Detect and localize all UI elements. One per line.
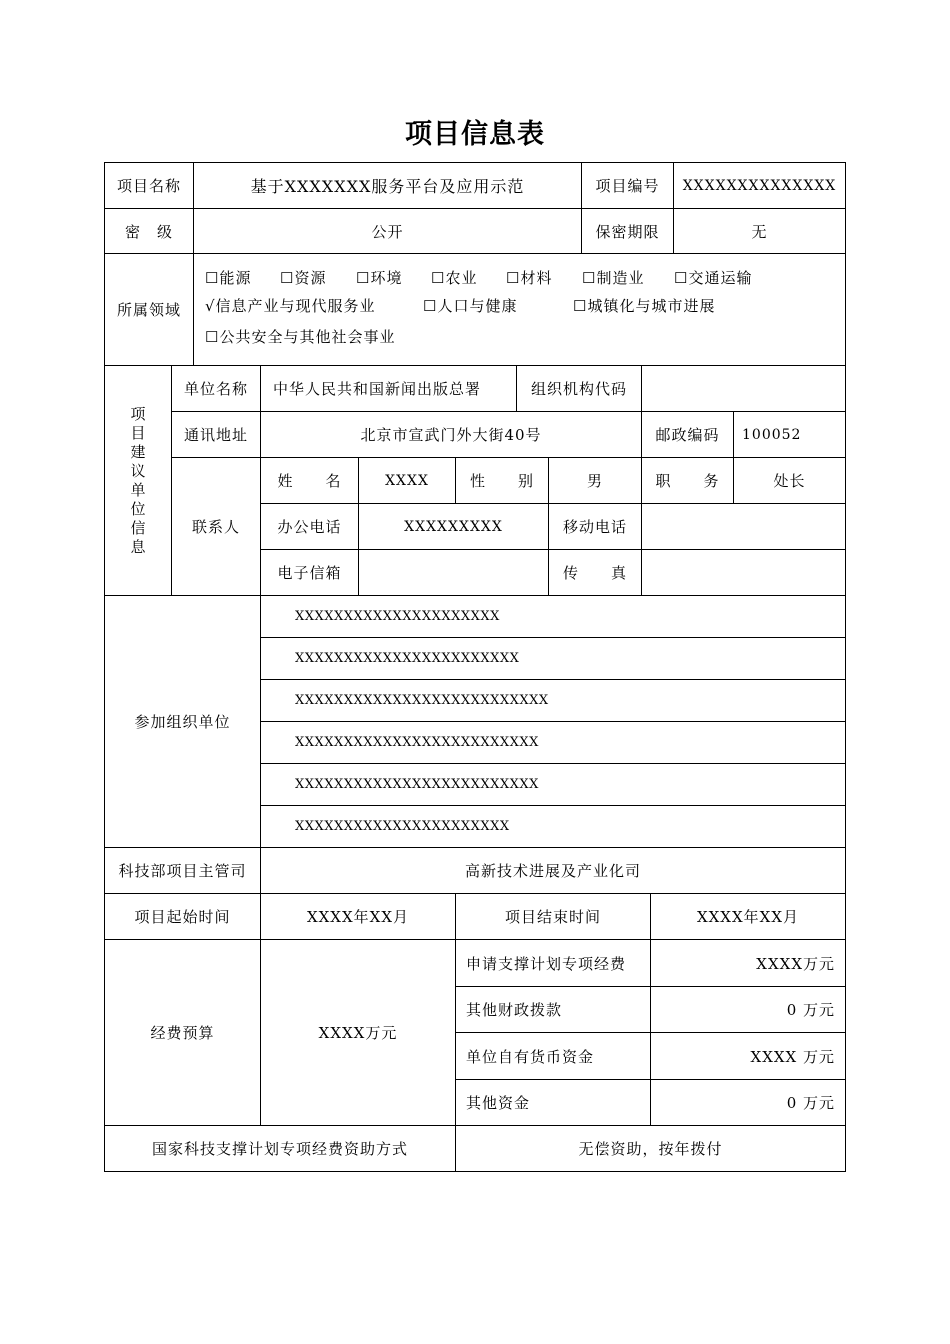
end-time-value: XXXX年XX月 — [696, 908, 800, 926]
postcode-label: 邮政编码 — [655, 426, 720, 444]
funding-method-value: 无偿资助，按年拨付 — [578, 1140, 723, 1158]
domain-option-materials[interactable]: ☐材料 — [506, 269, 553, 287]
domain-option-environment[interactable]: ☐环境 — [356, 269, 403, 287]
position-value: 处长 — [773, 472, 806, 490]
domain-option-public-safety[interactable]: ☐公共安全与其他社会事业 — [205, 328, 396, 346]
domain-option-transport[interactable]: ☐交通运输 — [674, 269, 753, 287]
unit-name-label: 单位名称 — [183, 380, 248, 398]
domain-option-it-services[interactable]: √信息产业与现代服务业 — [205, 297, 376, 315]
secrecy-period-label: 保密期限 — [595, 222, 660, 241]
applicant-section-label: 项 目 建 议 单 位 信 息 — [130, 404, 146, 556]
budget-item-value: XXXX万元 — [756, 954, 835, 973]
fax-value — [642, 550, 845, 595]
unit-name-value: 中华人民共和国新闻出版总署 — [273, 380, 482, 398]
participant-item: XXXXXXXXXXXXXXXXXXXXX — [295, 609, 500, 624]
domain-option-resources[interactable]: ☐资源 — [280, 269, 327, 287]
postcode-value: 100052 — [742, 426, 802, 443]
email-label: 电子信箱 — [277, 564, 342, 582]
org-code-value — [642, 366, 845, 411]
start-time-value: XXXX年XX月 — [306, 908, 410, 926]
budget-item-label: 其他财政拨款 — [466, 1001, 563, 1019]
table-line — [193, 253, 194, 366]
participant-item: XXXXXXXXXXXXXXXXXXXXXXXXX — [295, 777, 539, 792]
participant-item: XXXXXXXXXXXXXXXXXXXXXXXXXX — [295, 693, 549, 708]
address-value: 北京市宣武门外大街40号 — [360, 426, 542, 444]
secrecy-level-label: 密 级 — [124, 222, 173, 241]
org-code-label: 组织机构代码 — [530, 380, 627, 398]
project-name-value: 基于XXXXXXX服务平台及应用示范 — [250, 177, 525, 196]
mobile-phone-value — [642, 504, 845, 549]
budget-total: XXXX万元 — [318, 1024, 398, 1042]
address-label: 通讯地址 — [183, 426, 248, 444]
participant-item: XXXXXXXXXXXXXXXXXXXXXXXXX — [295, 735, 539, 750]
mobile-phone-label: 移动电话 — [562, 518, 627, 536]
domain-option-energy[interactable]: ☐能源 — [205, 269, 252, 287]
participant-item: XXXXXXXXXXXXXXXXXXXXXX — [295, 819, 510, 834]
office-phone-label: 办公电话 — [277, 518, 342, 536]
contact-label: 联系人 — [191, 518, 240, 536]
budget-item-value: 0 万元 — [786, 1094, 835, 1112]
department-label: 科技部项目主管司 — [118, 862, 247, 880]
gender-value: 男 — [586, 472, 603, 490]
budget-item-value: 0 万元 — [786, 1001, 835, 1019]
contact-name-label: 姓 名 — [277, 472, 342, 490]
domain-option-manufacturing[interactable]: ☐制造业 — [582, 269, 645, 287]
table-border-bottom — [104, 1171, 846, 1172]
fax-label: 传 真 — [562, 564, 627, 582]
project-number-label: 项目编号 — [595, 177, 660, 195]
participants-label: 参加组织单位 — [134, 713, 231, 731]
domain-option-agriculture[interactable]: ☐农业 — [431, 269, 478, 287]
table-line — [104, 253, 846, 254]
budget-label: 经费预算 — [150, 1024, 215, 1042]
budget-item-label: 单位自有货币资金 — [466, 1047, 595, 1066]
budget-item-label: 其他资金 — [466, 1094, 531, 1112]
gender-label: 性 别 — [469, 472, 534, 490]
secrecy-period-value: 无 — [751, 222, 768, 241]
domain-label: 所属领域 — [116, 301, 181, 319]
end-time-label: 项目结束时间 — [504, 908, 601, 926]
budget-item-value: XXXX 万元 — [750, 1047, 835, 1066]
domain-option-urbanization[interactable]: ☐城镇化与城市进展 — [573, 297, 716, 315]
domain-option-health[interactable]: ☐人口与健康 — [423, 297, 518, 315]
project-number-value: XXXXXXXXXXXXXX — [682, 177, 837, 194]
position-label: 职 务 — [655, 472, 720, 490]
funding-method-label: 国家科技支撑计划专项经费资助方式 — [151, 1140, 408, 1158]
project-name-label: 项目名称 — [116, 177, 181, 195]
start-time-label: 项目起始时间 — [134, 908, 231, 926]
contact-name-value: XXXX — [385, 472, 429, 489]
office-phone-value: XXXXXXXXX — [404, 518, 503, 535]
participant-item: XXXXXXXXXXXXXXXXXXXXXXX — [295, 651, 520, 666]
department-value: 高新技术进展及产业化司 — [464, 862, 641, 880]
secrecy-level-value: 公开 — [371, 222, 404, 241]
page-title: 项目信息表 — [405, 119, 545, 150]
email-value — [359, 550, 548, 595]
table-border-right — [845, 162, 846, 1172]
budget-item-label: 申请支撑计划专项经费 — [466, 954, 627, 973]
